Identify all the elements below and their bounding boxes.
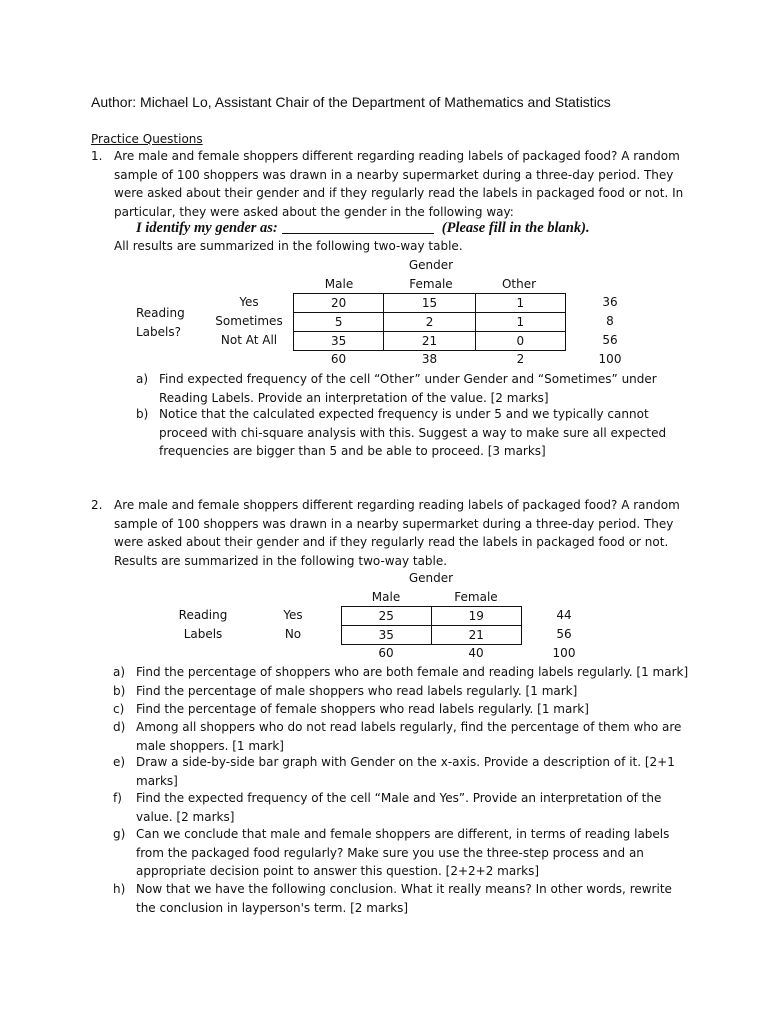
column-header: Female [409, 277, 453, 291]
question-number: 1. [91, 149, 103, 163]
sub-question-line: Among all shoppers who do not read labels regularly, find the percentage of them who are [136, 720, 682, 734]
grand-total: 100 [552, 646, 576, 660]
question-text-line: sample of 100 shoppers was drawn in a nearby supermarket during a three-day period. They [114, 516, 674, 531]
sub-question-label: d) [113, 720, 126, 734]
author-line: Author: Michael Lo, Assistant Chair of the Department of Mathematics and Statistics [91, 94, 611, 110]
table-cell: 2 [384, 313, 475, 332]
grand-total: 100 [598, 352, 622, 366]
row-total: 36 [602, 295, 618, 309]
table-cell: 1 [475, 294, 565, 313]
sub-question-line: value. [2 marks] [136, 809, 235, 824]
row-total: 44 [556, 608, 572, 622]
column-header: Male [371, 590, 401, 604]
sub-question-line: appropriate decision point to answer this question. [2+2+2 marks] [136, 864, 540, 878]
question-text-line: sample of 100 shoppers was drawn in a nearby supermarket during a three-day period. They [114, 167, 674, 182]
row-group-label: Labels [183, 627, 223, 641]
sub-question-line: Find the percentage of male shoppers who read labels regularly. [1 mark] [136, 684, 578, 698]
sub-question-label: e) [113, 755, 126, 769]
sub-question-line: marks] [136, 773, 178, 788]
sub-question-line: from the packaged food regularly? Make sure you use the three-step process and an [136, 845, 644, 860]
table-cell: 25 [342, 607, 432, 626]
row-total: 56 [602, 333, 618, 347]
table-cell: 35 [342, 626, 432, 645]
sub-question-label: c) [113, 702, 125, 716]
frequency-grid [341, 606, 522, 645]
column-header: Female [454, 590, 498, 604]
column-total: 60 [378, 646, 394, 660]
sub-question-line: Reading Labels. Provide an interpretation of the value. [2 marks] [159, 390, 549, 405]
column-header: Male [324, 277, 354, 291]
table-cell: 19 [431, 607, 522, 626]
question-text-line: Are male and female shoppers different regarding reading labels of packaged food? A random [114, 149, 680, 163]
column-total: 60 [330, 352, 347, 366]
sub-question-line: Find the expected frequency of the cell “Male and Yes”. Provide an interpretation of the [136, 791, 662, 805]
column-total: 40 [468, 646, 484, 660]
question-number: 2. [91, 498, 103, 512]
row-label: Yes [283, 608, 303, 622]
sub-question-line: male shoppers. [1 mark] [136, 738, 284, 753]
sub-question-label: h) [113, 882, 126, 896]
table-cell: 1 [475, 313, 565, 332]
sub-question-line: proceed with chi-square analysis with this. Suggest a way to make sure all expected [159, 425, 667, 440]
sub-question-label: f) [113, 791, 122, 805]
table-cell: 21 [431, 626, 522, 645]
gender-note: (Please fill in the blank). [441, 220, 590, 236]
gender-blank [282, 219, 434, 234]
sub-question-label: a) [136, 372, 149, 386]
table-row [342, 607, 522, 626]
sub-question-line: frequencies are bigger than 5 and be able to proceed. [3 marks] [159, 444, 546, 458]
column-header: Other [501, 277, 537, 291]
question-text-line: Results are summarized in the following two-way table. [114, 553, 448, 568]
gender-prompt-line [136, 219, 590, 237]
table-cell: 5 [294, 313, 384, 332]
sub-question-line: Find the percentage of shoppers who are both female and reading labels regularly. [1 mark] [136, 665, 689, 679]
row-total: 56 [556, 627, 572, 641]
row-label: Sometimes [215, 314, 283, 328]
row-label: Not At All [220, 333, 278, 347]
sub-question-line: Find expected frequency of the cell “Other” under Gender and “Sometimes” under [159, 372, 657, 386]
sub-question-line: the conclusion in layperson's term. [2 marks] [136, 900, 409, 915]
table-cell: 15 [384, 294, 475, 313]
table-cell: 20 [294, 294, 384, 313]
table-intro: All results are summarized in the following two-way table. [114, 239, 463, 253]
table-cell: 35 [294, 332, 384, 351]
sub-question-line: Draw a side-by-side bar graph with Gender on the x-axis. Provide a description of it. [2+1 [136, 755, 675, 769]
table-row [294, 294, 566, 313]
sub-question-label: b) [113, 684, 126, 698]
sub-question-label: g) [113, 827, 126, 841]
question-text-line: were asked about their gender and if they regularly read the labels in packaged food or not. In [114, 186, 684, 200]
gender-header: Gender [408, 258, 454, 272]
frequency-grid [293, 293, 566, 351]
table-cell: 21 [384, 332, 475, 351]
gender-prompt: I identify my gender as: [136, 220, 278, 236]
question-text-line: were asked about their gender and if they regularly read the labels in packaged food or not. [114, 535, 669, 549]
section-title: Practice Questions [91, 132, 203, 146]
column-total: 38 [421, 352, 438, 366]
column-total: 2 [516, 352, 525, 366]
row-total: 8 [606, 314, 614, 328]
table-row [294, 332, 566, 351]
question-text-line: particular, they were asked about the gender in the following way: [114, 204, 514, 219]
sub-question-line: Can we conclude that male and female shoppers are different, in terms of reading labels [136, 827, 670, 841]
row-group-label: Reading [178, 608, 228, 622]
row-label: Yes [239, 295, 259, 309]
sub-question-line: Now that we have the following conclusion. What it really means? In other words, rewrite [136, 882, 672, 896]
table-cell: 0 [475, 332, 565, 351]
sub-question-label: a) [113, 665, 126, 679]
sub-question-line: Find the percentage of female shoppers who read labels regularly. [1 mark] [136, 702, 589, 716]
table-row [294, 313, 566, 332]
sub-question-line: Notice that the calculated expected frequency is under 5 and we typically cannot [159, 407, 649, 421]
row-label: No [284, 627, 302, 641]
sub-question-label: b) [136, 407, 149, 421]
row-group-label: Labels? [136, 325, 181, 339]
gender-header: Gender [408, 571, 454, 585]
row-group-label: Reading [136, 306, 185, 320]
question-text-line: Are male and female shoppers different regarding reading labels of packaged food? A random [114, 498, 680, 512]
table-row [342, 626, 522, 645]
